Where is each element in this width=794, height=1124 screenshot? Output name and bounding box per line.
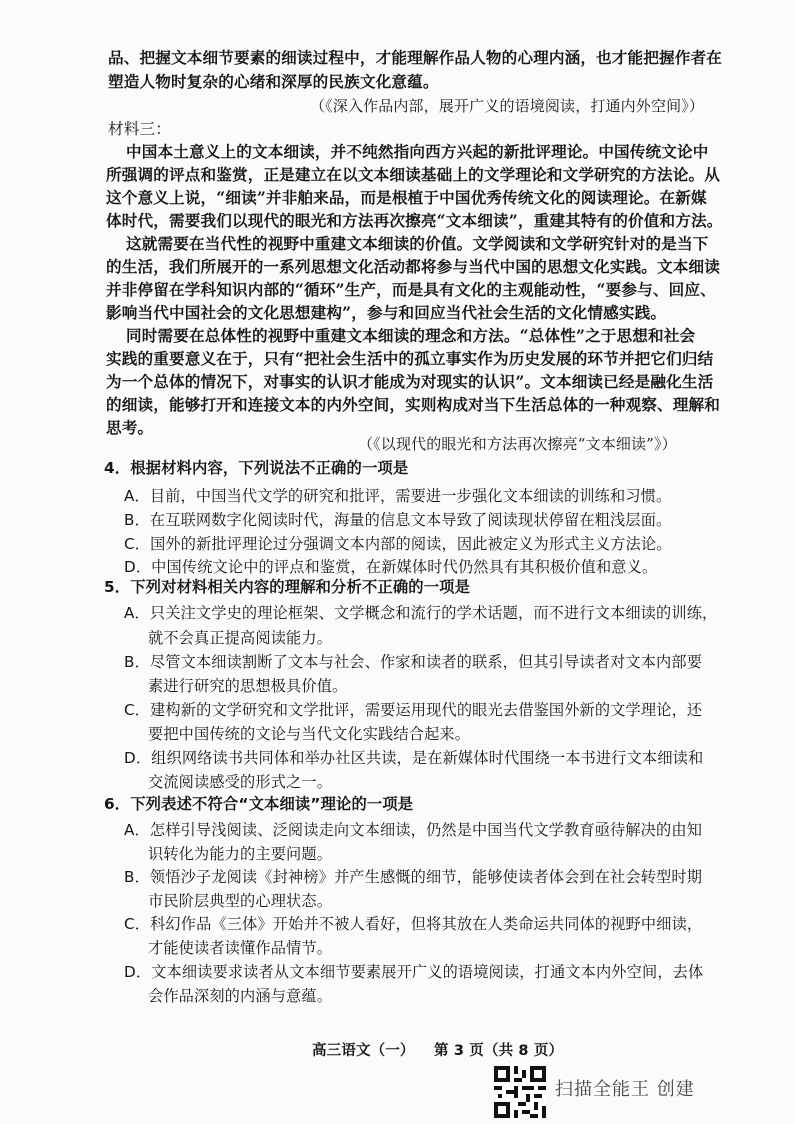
footer-page-number: 第 3 页（共 8 页） xyxy=(434,1043,564,1059)
question-6-option-d-cont: 会作品深刻的内涵与意蕴。 xyxy=(148,987,333,1005)
material2-line: 品、把握文本细节要素的细读过程中，才能理解作品人物的心理内涵，也才能把握作者在 xyxy=(108,48,723,67)
question-6-option-a: A．怎样引导浅阅读、泛阅读走向文本细读，仍然是中国当代文学教育亟待解决的由知 xyxy=(124,821,703,839)
material3-heading: 材料三： xyxy=(108,120,171,138)
material3-line: 体时代，需要我们以现代的眼光和方法再次擦亮“文本细读”，重建其特有的价值和方法。 xyxy=(106,211,723,230)
material2-line: 塑造人物时复杂的心绪和深厚的民族文化意蕴。 xyxy=(108,72,439,91)
question-5-option-d: D．组织网络读书共同体和举办社区共读，是在新媒体时代围绕一本书进行文本细读和 xyxy=(124,749,704,767)
question-4-option-d: D．中国传统文论中的评点和鉴赏，在新媒体时代仍然具有其积极价值和意义。 xyxy=(124,558,658,576)
question-5-option-c: C．建构新的文学研究和文学批评，需要运用现代的眼光去借鉴国外新的文学理论，还 xyxy=(124,701,703,719)
question-6-option-c: C．科幻作品《三体》开始并不被人看好，但将其放在人类命运共同体的视野中细读， xyxy=(124,915,703,933)
question-4-option-a: A．目前，中国当代文学的研究和批评，需要进一步强化文本细读的训练和习惯。 xyxy=(124,487,672,505)
question-4-option-b: B．在互联网数字化阅读时代，海量的信息文本导致了阅读现状停留在粗浅层面。 xyxy=(124,511,672,529)
material3-line: 为一个总体的情况下，对事实的认识才能成为对现实的认识”。文本细读已经是融化生活 xyxy=(106,372,714,391)
material3-line: 中国本土意义上的文本细读，并不纯然指向西方兴起的新批评理论。中国传统文论中 xyxy=(126,142,709,161)
question-5-stem: 5．下列对材料相关内容的理解和分析不正确的一项是 xyxy=(104,578,471,596)
material3-line: 同时需要在总体性的视野中重建文本细读的理念和方法。“总体性”之于思想和社会 xyxy=(126,326,696,345)
material3-line: 这就需要在当代性的视野中重建文本细读的价值。文学阅读和文学研究针对的是当下 xyxy=(126,234,709,253)
material3-line: 实践的重要意义在于，只有“把社会生活中的孤立事实作为历史发展的环节并把它们归结 xyxy=(106,349,714,368)
material3-line: 的细读，能够打开和连接文本的内外空间，实则构成对当下生活总体的一种观察、理解和 xyxy=(106,395,721,414)
question-5-option-b-cont: 素进行研究的思想极具价值。 xyxy=(148,677,348,695)
scanner-watermark-text: 扫描全能王 创建 xyxy=(555,1079,695,1100)
material2-source: （《深入作品内部，展开广义的语境阅读，打通内外空间》） xyxy=(310,97,705,115)
material3-line: 并非停留在学科知识内部的“循环”生产，而是具有文化的主观能动性，“要参与、回应、 xyxy=(106,280,716,299)
question-6-option-b-cont: 市民阶层典型的心理状态。 xyxy=(148,892,333,910)
question-6-stem: 6．下列表述不符合“文本细读”理论的一项是 xyxy=(104,795,414,813)
material3-line: 所强调的评点和鉴赏，正是建立在以文本细读基础上的文学理论和文学研究的方法论。从 xyxy=(106,165,721,184)
material3-line: 的生活，我们所展开的一系列思想文化活动都将参与当代中国的思想文化实践。文本细读 xyxy=(106,257,721,276)
material3-line: 影响当代中国社会的文化思想建构”，参与和回应当代社会生活的文化情感实践。 xyxy=(106,303,667,322)
question-4-stem: 4．根据材料内容，下列说法不正确的一项是 xyxy=(104,459,409,477)
question-6-option-c-cont: 才能使读者读懂作品情节。 xyxy=(148,939,333,957)
question-5-option-c-cont: 要把中国传统的文论与当代文化实践结合起来。 xyxy=(148,725,471,743)
question-5-option-d-cont: 交流阅读感受的形式之一。 xyxy=(148,773,333,791)
material3-line: 这个意义上说，“细读”并非舶来品，而是根植于中国优秀传统文化的阅读理论。在新媒 xyxy=(106,188,707,207)
question-5-option-a-cont: 就不会真正提高阅读能力。 xyxy=(148,629,333,647)
question-5-option-b: B．尽管文本细读割断了文本与社会、作家和读者的联系，但其引导读者对文本内部要 xyxy=(124,653,703,671)
material3-line: 思考。 xyxy=(106,418,154,437)
question-5-option-a: A．只关注文学史的理论框架、文学概念和流行的学术话题，而不进行文本细读的训练， xyxy=(124,604,718,622)
question-6-option-a-cont: 识转化为能力的主要问题。 xyxy=(148,845,333,863)
qr-code-icon xyxy=(494,1066,546,1118)
question-6-option-d: D．文本细读要求读者从文本细节要素展开广义的语境阅读，打通文本内外空间，去体 xyxy=(124,963,704,981)
question-6-option-b: B．领悟沙子龙阅读《封神榜》并产生感慨的细节，能够使读者体会到在社会转型时期 xyxy=(124,868,703,886)
material3-source: （《以现代的眼光和方法再次擦亮“文本细读”》） xyxy=(358,435,677,453)
footer-course: 高三语文（一） xyxy=(312,1043,415,1059)
question-4-option-c: C．国外的新批评理论过分强调文本内部的阅读，因此被定义为形式主义方法论。 xyxy=(124,535,672,553)
